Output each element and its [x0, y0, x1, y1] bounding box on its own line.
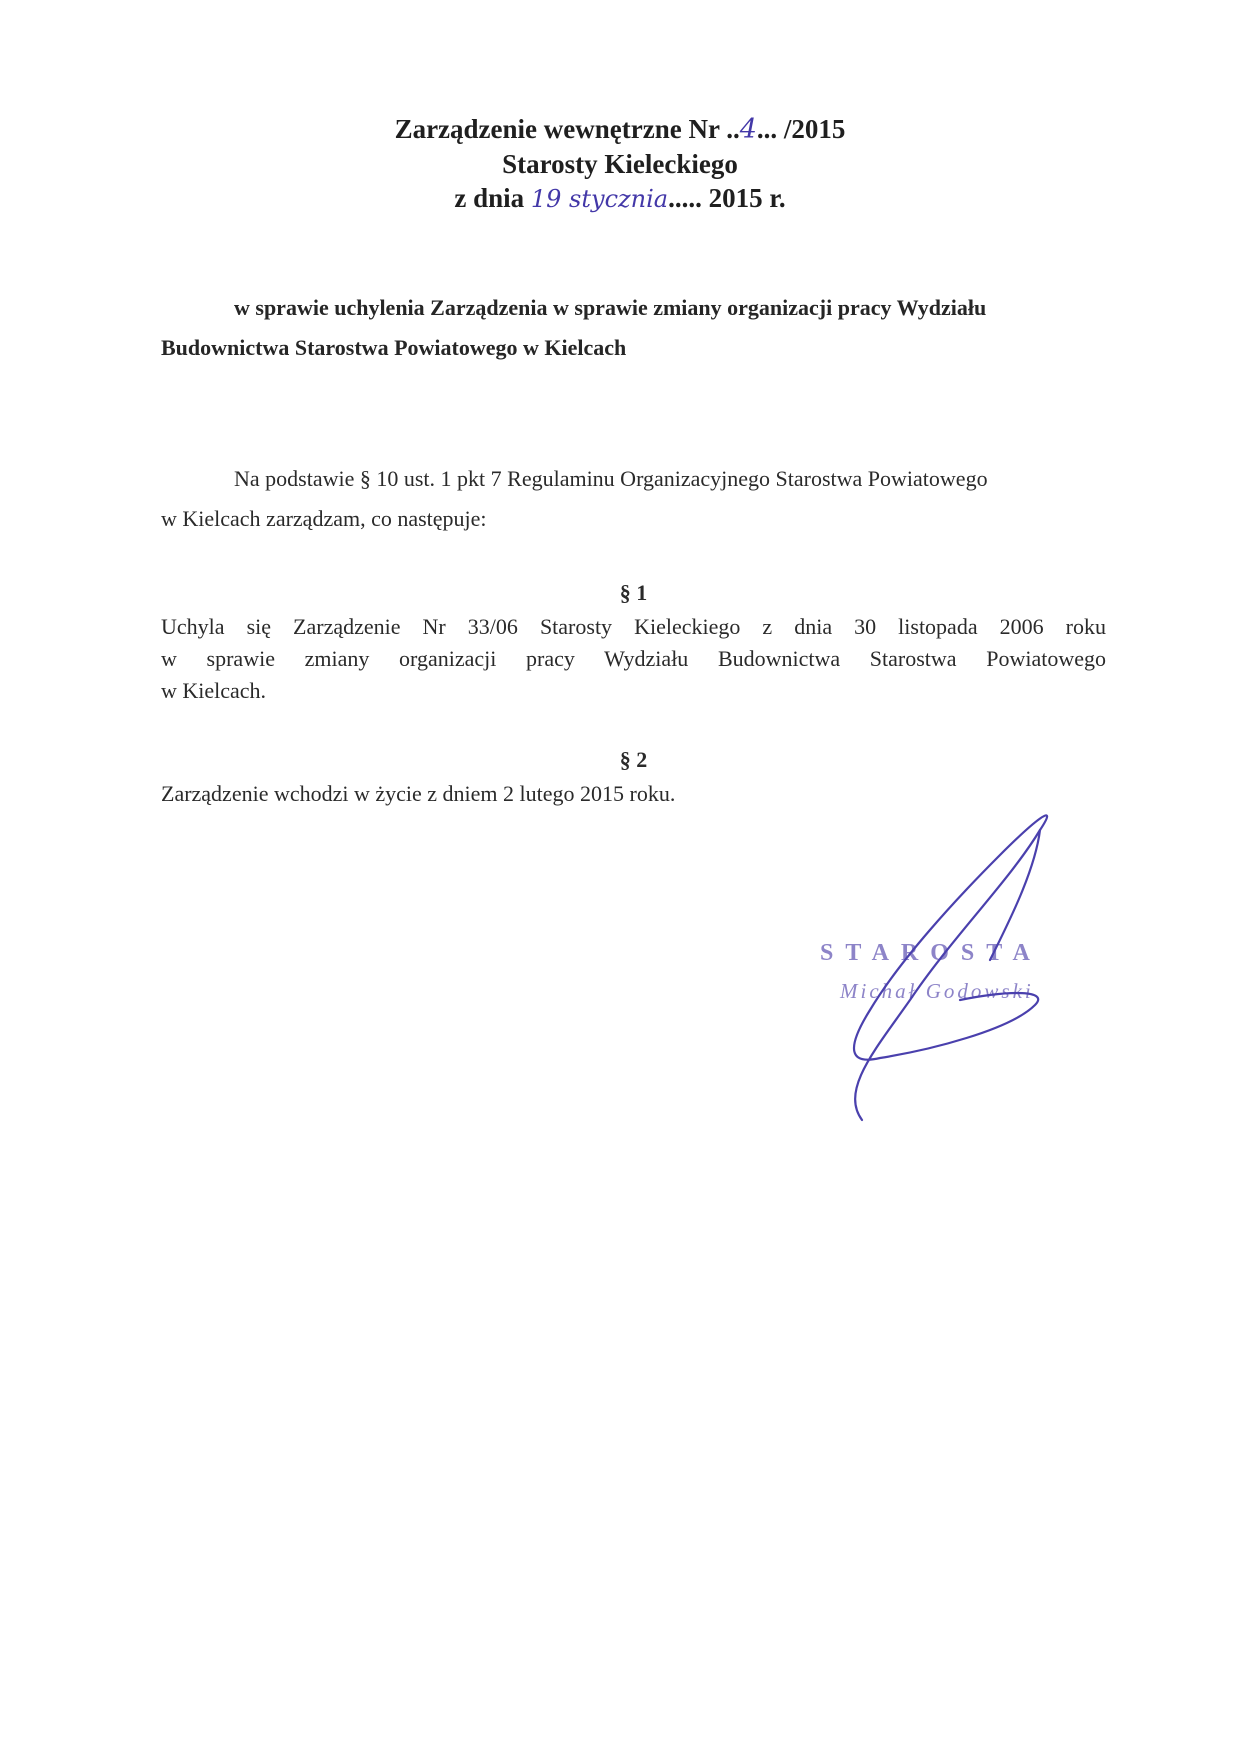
stamp-role: STAROSTA — [820, 940, 1042, 966]
stamp-name: Michał Godowski — [840, 979, 1034, 1003]
subject-line-2: Budownictwa Starostwa Powiatowego w Kielcach — [161, 335, 627, 360]
number-dots-a: .. — [726, 114, 740, 144]
basis-line-2: w Kielcach zarządzam, co następuje: — [161, 506, 487, 531]
section-2-line-1: Zarządzenie wchodzi w życie z dniem 2 lutego 2015 roku. — [161, 781, 676, 806]
subject-line-1: w sprawie uchylenia Zarządzenia w sprawie zmiany organizacji pracy Wydziału — [234, 295, 987, 320]
date-prefix: z dnia — [454, 183, 531, 213]
title-prefix: Zarządzenie wewnętrzne Nr — [394, 114, 727, 144]
handwritten-number: 4 — [739, 114, 757, 145]
section-1-line-3: w Kielcach. — [161, 678, 267, 703]
section-2-title: § 2 — [619, 747, 648, 772]
section-1-line-1: Uchyla się Zarządzenie Nr 33/06 Starosty Kieleckiego z dnia 30 listopada 2006 roku — [161, 614, 1106, 639]
issuer-line: Starosty Kieleckiego — [502, 149, 738, 179]
basis-line-1: Na podstawie § 10 ust. 1 pkt 7 Regulaminu Organizacyjnego Starostwa Powiatowego — [234, 466, 988, 491]
date-suffix: ..... 2015 r. — [668, 183, 786, 213]
section-1-line-2: w sprawie zmiany organizacji pracy Wydziału Budownictwa Starostwa Powiatowego — [161, 646, 1106, 671]
section-1-title: § 1 — [619, 580, 648, 605]
number-dots-b: ... /2015 — [756, 114, 846, 144]
handwritten-date: 19 stycznia — [530, 185, 669, 213]
